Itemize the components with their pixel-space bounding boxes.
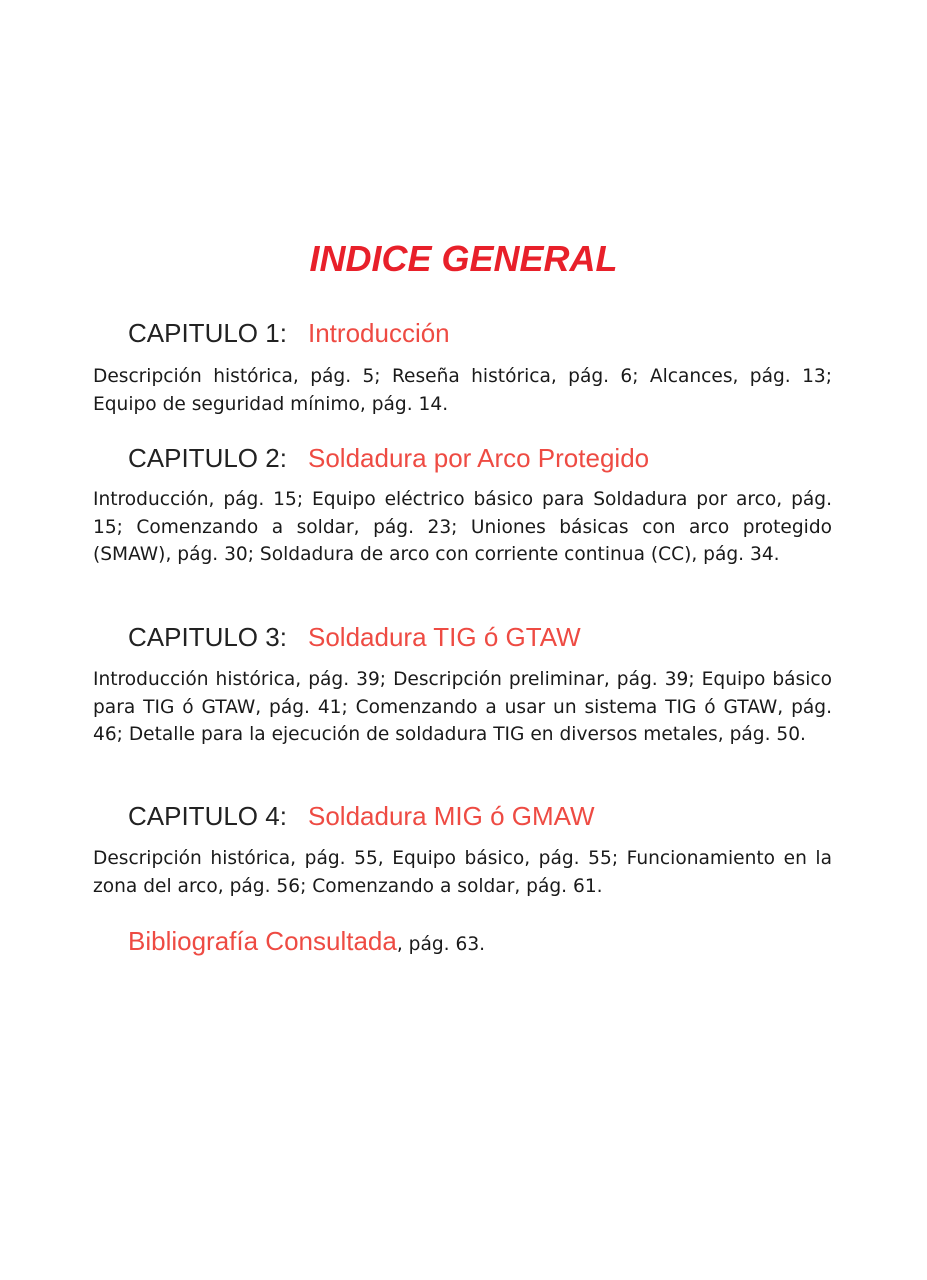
- chapter-heading-3: [128, 622, 581, 652]
- chapter-title: Soldadura por Arco Protegido: [308, 443, 650, 473]
- chapter-description-4: Descripción histórica, pág. 55, Equipo básico, pág. 55; Funcionamiento en la zona del arco, pág. 56; Comenzando a soldar, pág. 61.: [93, 848, 832, 897]
- bibliography-title: Bibliografía Consultada: [128, 926, 397, 956]
- chapter-description-2: Introducción, pág. 15; Equipo eléctrico básico para Soldadura por arco, pág. 15; Comenzando a soldar, pág. 23; Uniones básicas con arco protegido (SMAW), pág. 30; Soldadura de arco con corriente continua (CC), pág. 34.: [93, 489, 832, 566]
- chapter-label: CAPITULO 4:: [128, 801, 287, 831]
- chapter-description-1: Descripción histórica, pág. 5; Reseña histórica, pág. 6; Alcances, pág. 13; Equipo de seguridad mínimo, pág. 14.: [93, 366, 832, 415]
- chapter-heading-4: [128, 801, 595, 831]
- chapter-description-3: Introducción histórica, pág. 39; Descripción preliminar, pág. 39; Equipo básico para TIG ó GTAW, pág. 41; Comenzando a usar un sistema TIG ó GTAW, pág. 46; Detalle para la ejecución de soldadura TIG en diversos metales, pág. 50.: [93, 669, 832, 746]
- chapter-heading-1: [128, 318, 450, 348]
- chapter-title: Soldadura MIG ó GMAW: [308, 801, 595, 831]
- chapter-label: CAPITULO 3:: [128, 622, 287, 652]
- chapter-label: CAPITULO 1:: [128, 318, 287, 348]
- chapter-title: Introducción: [308, 318, 450, 348]
- bibliography-page: , pág. 63.: [396, 934, 486, 955]
- bibliography-entry: [128, 926, 485, 957]
- page-title: INDICE GENERAL: [309, 238, 618, 279]
- chapter-heading-2: [128, 443, 649, 473]
- chapter-label: CAPITULO 2:: [128, 443, 287, 473]
- chapter-title: Soldadura TIG ó GTAW: [308, 622, 581, 652]
